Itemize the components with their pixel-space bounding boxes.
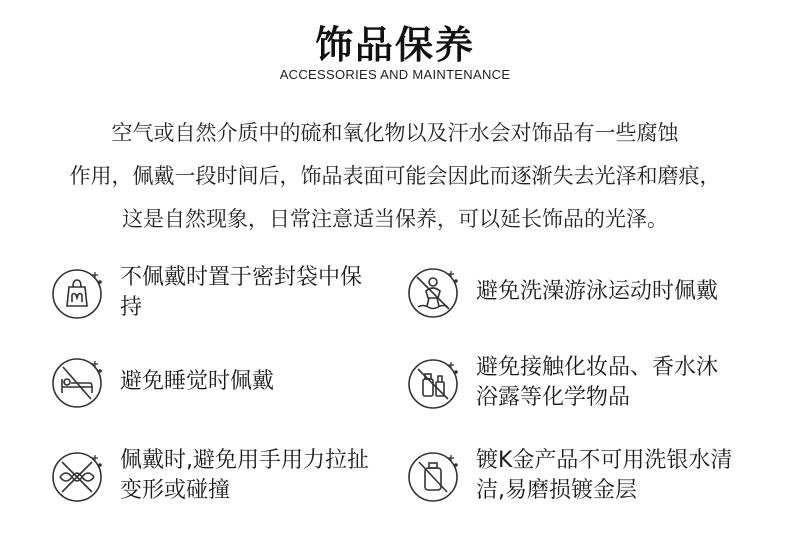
intro-paragraph	[20, 112, 770, 241]
intro-line: 作用，佩戴一段时间后，饰品表面可能会因此而逐渐失去光泽和磨痕，	[69, 164, 721, 188]
tip-text: 不佩戴时置于密封袋中保持	[120, 265, 363, 320]
tip-text: 佩戴时,避免用手用力拉扯变形或碰撞	[120, 448, 369, 503]
tip-item	[50, 263, 380, 323]
tip-text: 镀K金产品不可用洗银水清洁,易磨损镀金层	[476, 448, 733, 503]
tip-text: 避免睡觉时佩戴	[120, 369, 275, 394]
sealed-bag-icon	[50, 264, 108, 322]
intro-line: 空气或自然介质中的硫和氧化物以及汗水会对饰品有一些腐蚀	[111, 121, 679, 145]
tip-text: 避免洗澡游泳运动时佩戴	[476, 279, 719, 304]
intro-line: 这是自然现象，日常注意适当保养，可以延长饰品的光泽。	[122, 207, 668, 231]
tip-item	[406, 446, 736, 506]
tip-text: 避免接触化妆品、香水沐浴露等化学物品	[476, 355, 719, 410]
tip-item	[50, 446, 380, 506]
no-silver-cleaner-icon	[406, 447, 464, 505]
page-title: 饰品保养	[314, 23, 475, 67]
tip-item	[50, 353, 380, 411]
no-pulling-icon	[50, 447, 108, 505]
page-subtitle: ACCESSORIES AND MAINTENANCE	[279, 67, 511, 82]
no-swimming-icon	[406, 263, 464, 321]
no-sleeping-icon	[50, 353, 108, 411]
tip-item	[406, 353, 736, 413]
no-cosmetics-icon	[406, 354, 464, 412]
tip-item	[406, 263, 736, 321]
